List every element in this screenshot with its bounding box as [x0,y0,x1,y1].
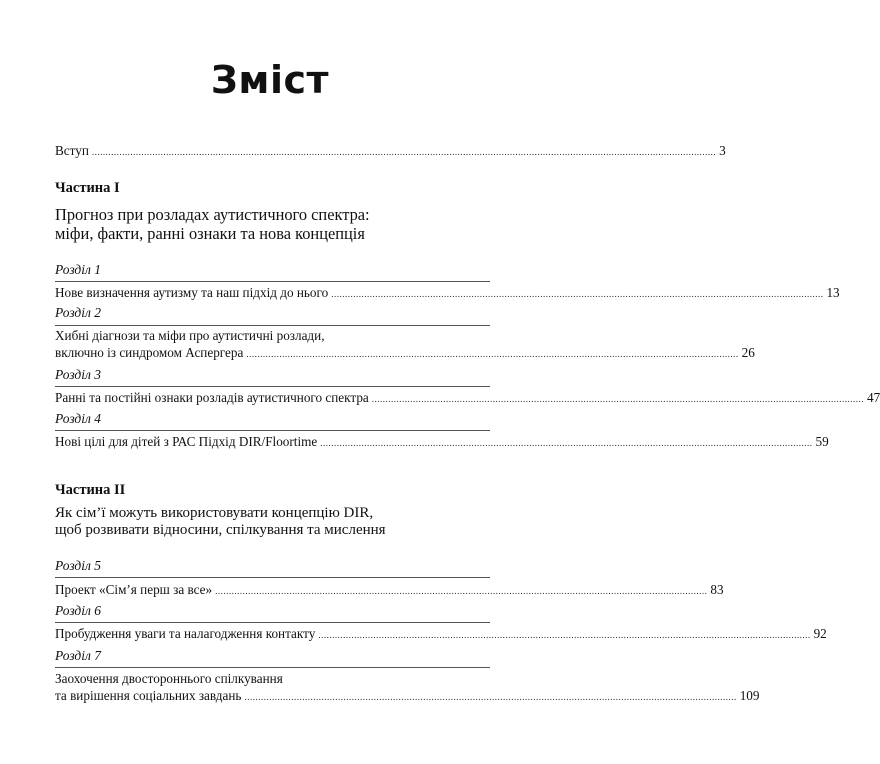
part-title-2-line2: щоб розвивати відносини, спілкування та мислення [55,522,386,538]
part-title-2-line1: Як сім’ї можуть використовувати концепцію DIR, [55,505,374,521]
toc-entry-section-5[interactable] [55,582,724,599]
toc-entry-section-1[interactable] [55,285,840,302]
leader-dots: ................................................................................................................................................................................... [371,394,865,404]
page-number: 13 [826,285,840,300]
entry-title: Ранні та постійні ознаки розладів аутистичного спектра [55,390,369,405]
part-label-1: Частина I [55,180,120,196]
section-label-4: Розділ 4 [55,411,102,426]
part-title-1-line2: міфи, факти, ранні ознаки та нова концепція [55,224,365,243]
part-label-2: Частина II [55,482,126,498]
leader-dots: ................................................................................................................................................................................... [215,586,708,596]
section-label-7: Розділ 7 [55,648,102,663]
page-number: 59 [815,434,829,449]
divider [55,386,490,387]
section-label-1: Розділ 1 [55,262,102,277]
toc-entry-intro[interactable] [55,143,726,160]
leader-dots: ................................................................................................................................................................................... [331,289,824,299]
entry-title: Нове визначення аутизму та наш підхід до нього [55,285,329,300]
entry-title: Проект «Сім’я перш за все» [55,582,213,597]
section-label-2: Розділ 2 [55,305,102,320]
leader-dots: ................................................................................................................................................................................................................................... [91,147,717,157]
leader-dots: ................................................................................................................................................................................... [246,349,739,359]
page-number: 3 [719,143,726,158]
page-number: 109 [739,688,760,703]
divider [55,430,490,431]
part-title-1-line1: Прогноз при розладах аутистичного спектра: [55,205,370,224]
toc-entry-section-6[interactable] [55,626,827,643]
leader-dots: ................................................................................................................................................................................... [318,630,811,640]
entry-title-line1: Заохочення двостороннього спілкування [55,671,283,686]
entry-title: Пробудження уваги та налагодження контакту [55,626,316,641]
toc-entry-section-7[interactable] [55,688,760,705]
toc-entry-section-2[interactable] [55,345,755,362]
entry-title: Вступ [55,143,89,158]
leader-dots: ................................................................................................................................................................................... [244,692,737,702]
leader-dots: ................................................................................................................................................................................... [320,438,813,448]
entry-title-line1: Хибні діагнози та міфи про аутистичні розлади, [55,328,325,343]
page-number: 47 [867,390,880,405]
toc-entry-section-3[interactable] [55,390,880,407]
divider [55,577,490,578]
divider [55,281,490,282]
divider [55,667,490,668]
section-label-5: Розділ 5 [55,558,102,573]
divider [55,622,490,623]
page-number: 92 [813,626,827,641]
page-number: 26 [741,345,755,360]
entry-title: та вирішення соціальних завдань [55,688,242,703]
entry-title: Нові цілі для дітей з РАС Підхід DIR/Floortime [55,434,318,449]
section-label-3: Розділ 3 [55,367,102,382]
page-number: 83 [710,582,724,597]
toc-entry-section-4[interactable] [55,434,829,451]
page-title: Зміст [210,58,330,102]
divider [55,325,490,326]
section-label-6: Розділ 6 [55,603,102,618]
entry-title: включно із синдромом Аспергера [55,345,244,360]
